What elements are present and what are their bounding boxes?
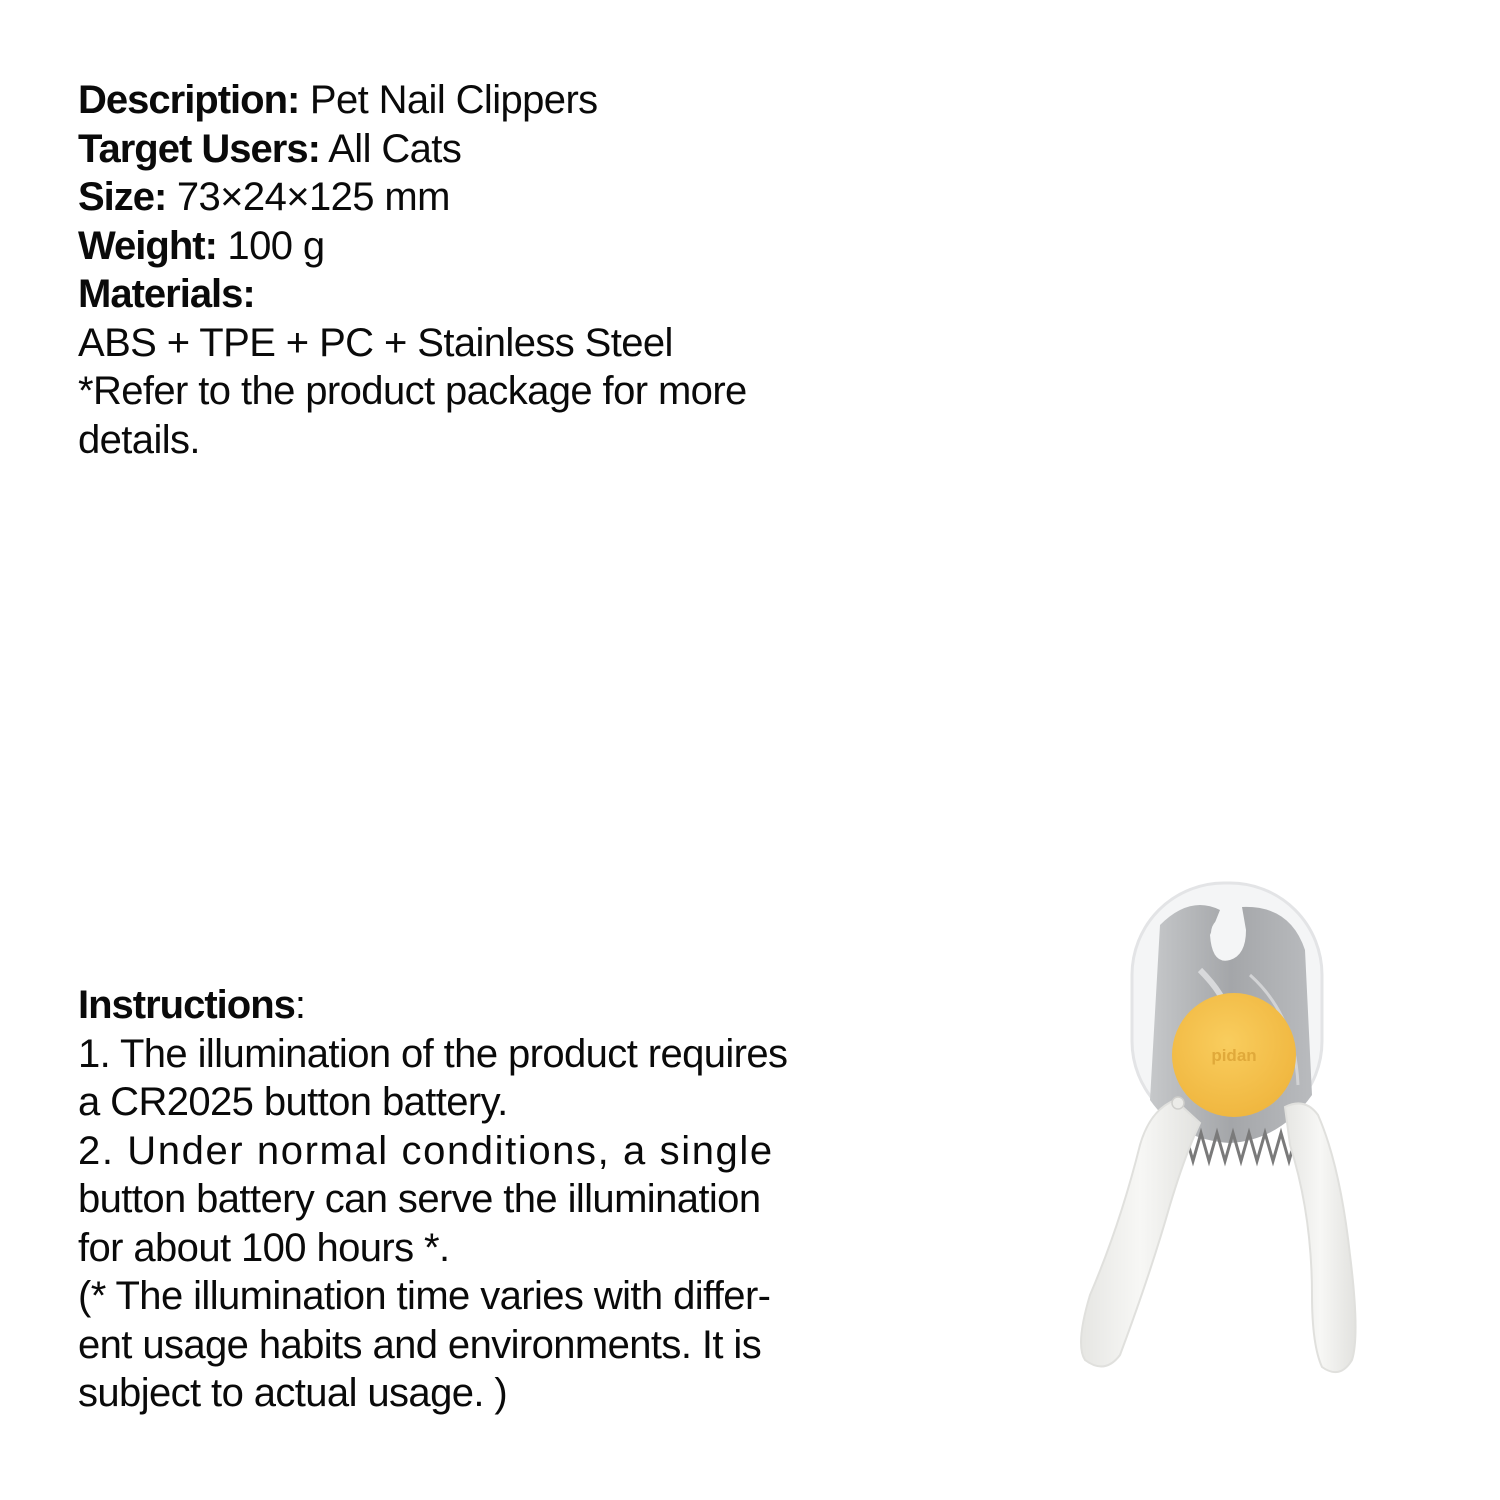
materials-label: Materials:: [78, 272, 255, 316]
instruction-line: 1. The illumination of the product requires: [78, 1031, 788, 1076]
instructions-heading-colon: :: [294, 983, 306, 1027]
instruction-line: for about 100 hours *.: [78, 1225, 450, 1270]
target-users-row: [78, 125, 938, 174]
size-value: 73×24×125 mm: [166, 175, 450, 219]
instructions-heading: Instructions: [78, 983, 295, 1027]
target-users-value: All Cats: [319, 126, 462, 171]
nail-clipper-product-image: [1050, 875, 1410, 1405]
package-note-line-1: *Refer to the product package for more: [78, 369, 747, 413]
nail-clipper-illustration: [1050, 875, 1410, 1405]
weight-value: 100 g: [216, 223, 325, 268]
package-note-line-2: details.: [78, 417, 200, 462]
left-handle: [1081, 1100, 1200, 1366]
size-label: Size:: [78, 175, 167, 219]
description-label: Description:: [78, 78, 300, 122]
instruction-line: subject to actual usage. ): [78, 1371, 508, 1415]
description-row: [78, 76, 938, 125]
instruction-line: ent usage habits and environments. It is: [78, 1322, 762, 1367]
size-row: [78, 173, 938, 222]
instruction-line: button battery can serve the illumination: [78, 1177, 761, 1221]
weight-row: [78, 222, 938, 271]
right-handle: [1285, 1103, 1356, 1372]
materials-value: ABS + TPE + PC + Stainless Steel: [78, 320, 673, 365]
brand-logo: pidan: [1211, 1046, 1257, 1065]
product-specs: [78, 76, 938, 464]
instruction-line: 2. Under normal conditions, a single: [78, 1128, 774, 1173]
instructions-section: [78, 981, 938, 1418]
weight-label: Weight:: [78, 223, 217, 268]
target-users-label: Target Users:: [78, 126, 320, 171]
description-value: Pet Nail Clippers: [299, 78, 598, 122]
instruction-line: a CR2025 button battery.: [78, 1080, 508, 1124]
instruction-line: (* The illumination time varies with differ-: [78, 1274, 771, 1318]
cutting-hole: [1211, 916, 1245, 950]
instructions-heading-row: [78, 981, 938, 1030]
